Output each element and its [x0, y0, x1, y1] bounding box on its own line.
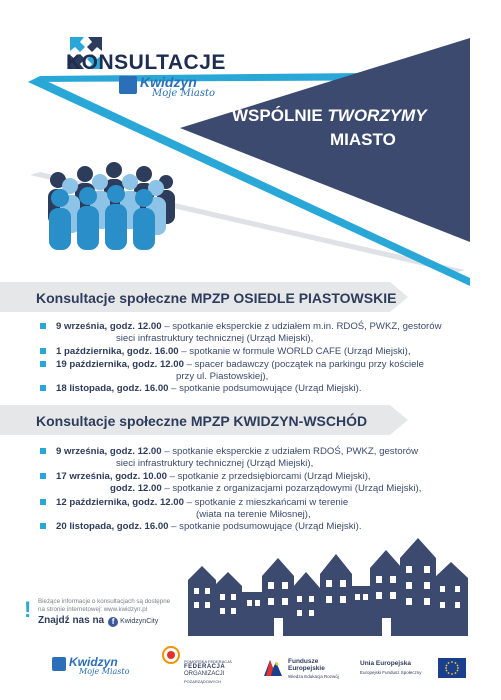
federacja-name: FEDERACJA — [184, 664, 226, 670]
ue-line1: Unia Europejska — [360, 660, 411, 667]
fundusze-line1: Fundusze — [288, 658, 319, 665]
kwidzyn-footer-logo-icon — [52, 657, 66, 671]
fundusze-logo-icon — [262, 658, 284, 678]
federacja-top-text: POMORSKA FEDERACJA — [184, 659, 232, 664]
fundusze-line2: Europejskie — [288, 665, 325, 672]
find-us-line — [38, 615, 158, 627]
headline-part1-italic: TWORZYMY — [327, 106, 427, 125]
federacja-logo-icon — [162, 646, 180, 664]
bullet-square — [40, 499, 46, 505]
bullet-square — [40, 523, 46, 529]
bullet-square — [40, 348, 46, 354]
headline-part1: WSPÓLNIE — [232, 106, 328, 125]
people-group-illustration — [40, 160, 180, 255]
facebook-handle[interactable]: KwidzynCity — [120, 618, 159, 625]
section1-title: Konsultacje społeczne MPZP OSIEDLE PIASTOWSKIE — [36, 290, 397, 306]
find-us-label: Znajdź nas na — [38, 615, 105, 626]
unia-europejska-logo — [360, 656, 470, 686]
info-note: Bieżące informacje o konsultacjach są dostępne na stronie internetowej: www.kwidzyn.pl — [38, 598, 171, 613]
kwidzyn-logo-word: Kwidzyn — [140, 74, 197, 90]
bullet-square — [40, 323, 46, 329]
bullet-square — [40, 448, 46, 454]
cityscape-illustration — [188, 528, 468, 636]
kwidzyn-footer-logo-word: Kwidzyn — [69, 655, 118, 669]
headline-line2: MIASTO — [330, 130, 396, 149]
facebook-icon[interactable]: f — [108, 617, 118, 627]
fundusze-europejskie-logo — [262, 656, 342, 686]
kwidzyn-footer-logo — [52, 655, 132, 683]
konsultacje-logo-text: KONSULTACJE — [66, 51, 226, 74]
bullet-square — [40, 385, 46, 391]
kwidzyn-footer-logo-tagline: Moje Miasto — [79, 667, 130, 676]
bullet-square — [40, 473, 46, 479]
bullet-square — [40, 361, 46, 367]
kwidzyn-logo-icon — [119, 76, 137, 94]
fundusze-line3: Wiedza Edukacja Rozwój — [288, 674, 339, 679]
exclamation-icon: ! — [24, 597, 32, 622]
federacja-sub2: POZARZĄDOWYCH — [184, 679, 222, 684]
eu-flag-icon — [438, 658, 466, 678]
federacja-logo — [160, 646, 230, 692]
section2-title: Konsultacje społeczne MPZP KWIDZYN-WSCHÓD — [36, 413, 368, 429]
kwidzyn-logo-tagline: Moje Miasto — [152, 88, 216, 99]
headline-line1 — [232, 106, 450, 126]
ue-line2: Europejski Fundusz Społeczny — [360, 670, 422, 675]
federacja-sub: ORGANIZACJI — [184, 671, 225, 677]
